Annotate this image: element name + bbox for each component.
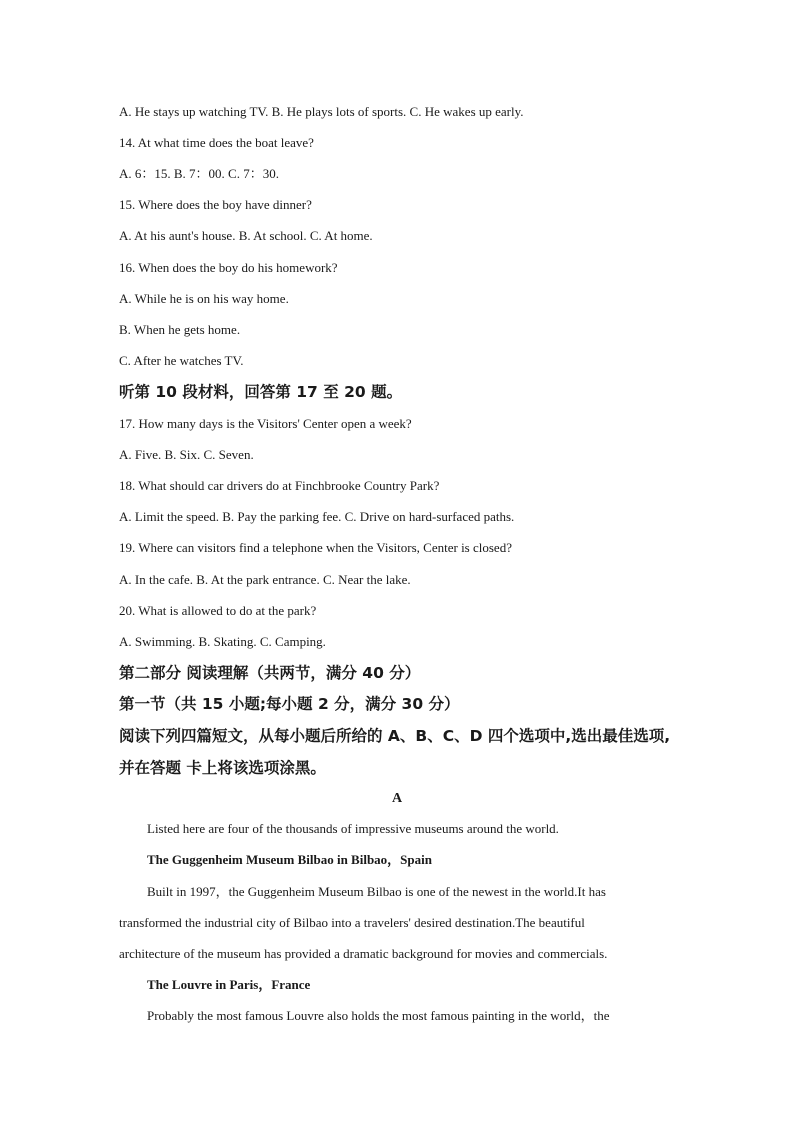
question-16: 16. When does the boy do his homework?: [119, 260, 338, 275]
answer-option-16c: C. After he watches TV.: [119, 353, 244, 368]
answer-options-15: A. At his aunt's house. B. At school. C. At home.: [119, 228, 373, 243]
answer-options-18: A. Limit the speed. B. Pay the parking fee. C. Drive on hard-surfaced paths.: [119, 509, 515, 524]
answer-option-16b: B. When he gets home.: [119, 322, 241, 337]
paragraph-line: Probably the most famous Louvre also holds the most famous painting in the world，the: [147, 1008, 610, 1023]
section1-heading: 第一节（共 15 小题;每小题 2 分，满分 30 分）: [119, 695, 460, 713]
answer-options-14: A. 6：15. B. 7：00. C. 7：30.: [119, 166, 279, 181]
instruction-line2: 并在答题 卡上将该选项涂黑。: [119, 759, 326, 777]
paragraph-line: architecture of the museum has provided a dramatic background for movies and commercials.: [119, 946, 608, 961]
question-20: 20. What is allowed to do at the park?: [119, 603, 317, 618]
museum-subheading-louvre: The Louvre in Paris，France: [147, 977, 311, 992]
passage-label: A: [391, 791, 403, 806]
answer-option-16a: A. While he is on his way home.: [119, 291, 289, 306]
section10-heading: 听第 10 段材料，回答第 17 至 20 题。: [119, 383, 403, 401]
question-18: 18. What should car drivers do at Finchbrooke Country Park?: [119, 478, 440, 493]
museum-subheading-guggenheim: The Guggenheim Museum Bilbao in Bilbao，Spain: [147, 852, 432, 867]
question-14: 14. At what time does the boat leave?: [119, 135, 314, 150]
answer-options-17: A. Five. B. Six. C. Seven.: [119, 447, 254, 462]
paragraph-line: transformed the industrial city of Bilbao into a travelers' desired destination.The beautiful: [119, 915, 585, 930]
answer-options-20: A. Swimming. B. Skating. C. Camping.: [119, 634, 326, 649]
instruction-line1: 阅读下列四篇短文，从每小题后所给的 A、B、C、D 四个选项中,选出最佳选项,: [119, 727, 671, 745]
passage-intro: Listed here are four of the thousands of impressive museums around the world.: [147, 821, 559, 836]
answer-options-13: A. He stays up watching TV. B. He plays lots of sports. C. He wakes up early.: [119, 104, 524, 119]
question-15: 15. Where does the boy have dinner?: [119, 197, 312, 212]
answer-options-19: A. In the cafe. B. At the park entrance. C. Near the lake.: [119, 572, 411, 587]
question-19: 19. Where can visitors find a telephone when the Visitors, Center is closed?: [119, 540, 512, 555]
question-17: 17. How many days is the Visitors' Center open a week?: [119, 416, 412, 431]
part2-heading: 第二部分 阅读理解（共两节，满分 40 分）: [119, 664, 421, 682]
paragraph-line: Built in 1997，the Guggenheim Museum Bilbao is one of the newest in the world.It has: [147, 884, 606, 899]
